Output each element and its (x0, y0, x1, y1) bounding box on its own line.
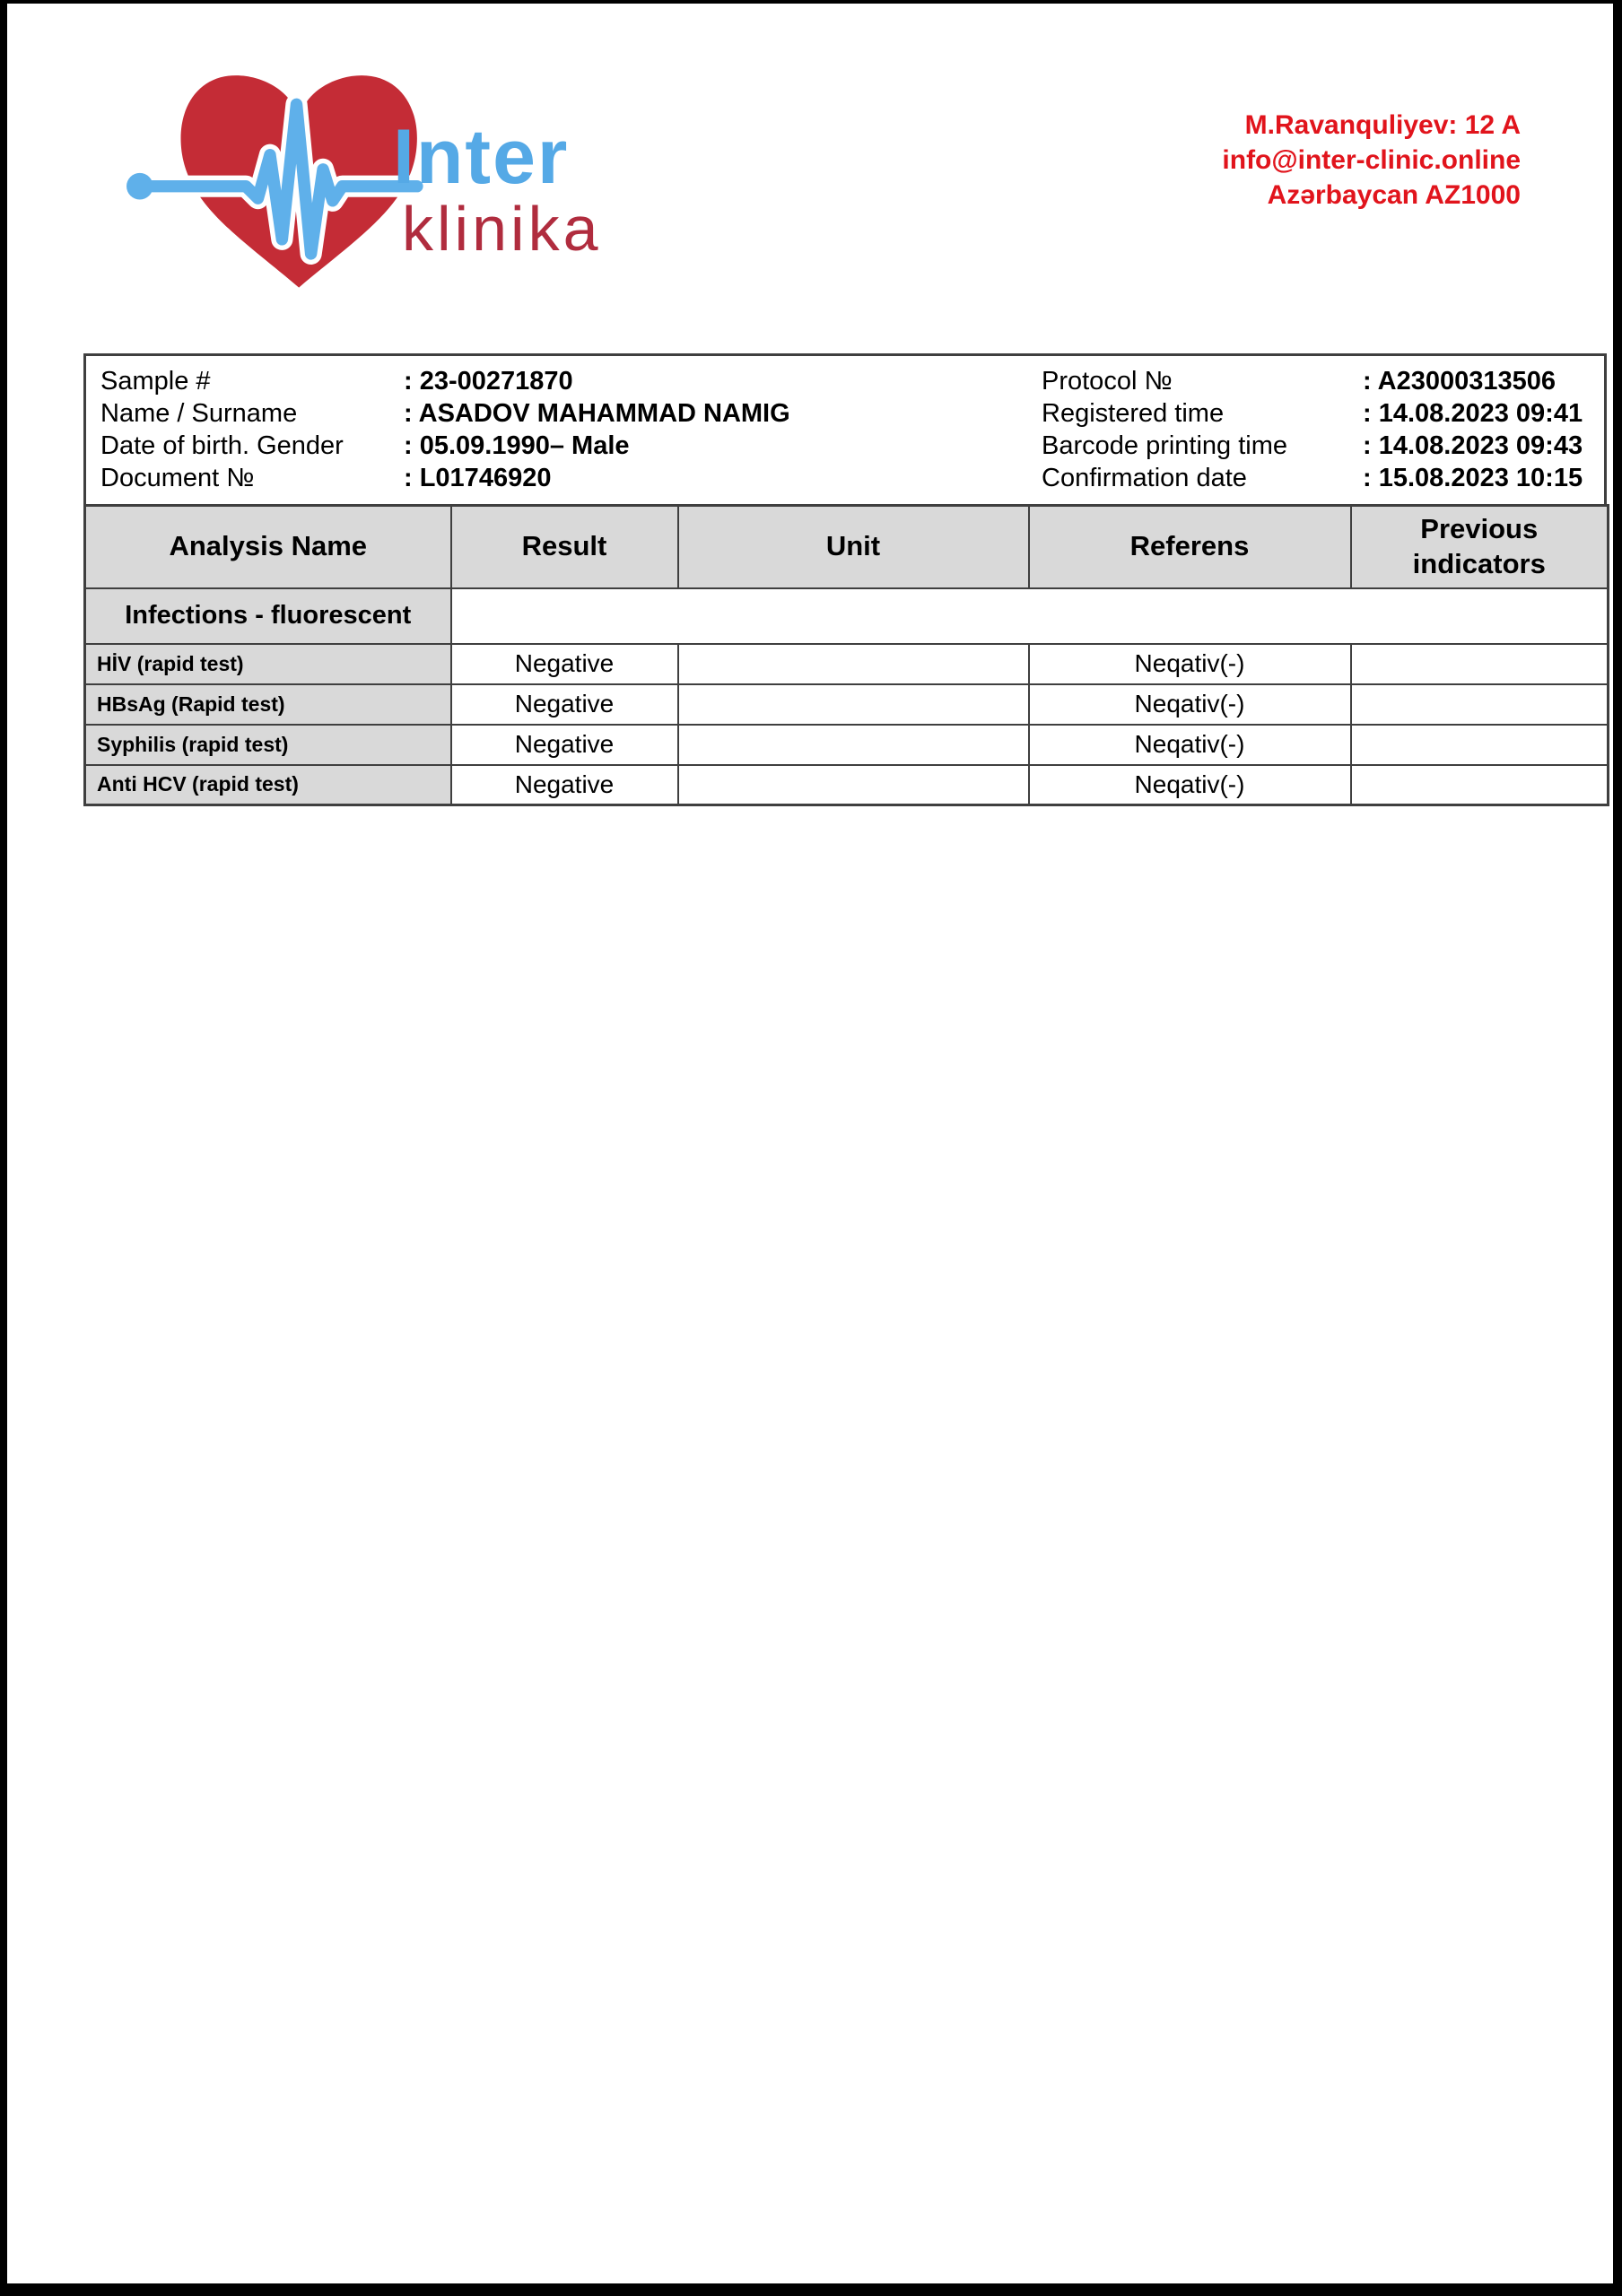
analysis-name-cell: Anti HCV (rapid test) (85, 765, 451, 805)
info-label: Name / Surname (100, 399, 298, 428)
previous-indicators-cell (1351, 644, 1609, 684)
info-value: : L01746920 (404, 464, 552, 492)
info-label: Barcode printing time (1042, 431, 1288, 460)
unit-cell (678, 765, 1029, 805)
patient-info-right (1042, 365, 1604, 491)
table-row-hiv (85, 644, 1609, 684)
clinic-country-line: Azərbaycan AZ1000 (1267, 180, 1521, 210)
info-value: : 15.08.2023 10:15 (1363, 464, 1583, 492)
ekg-dot (126, 173, 153, 200)
previous-indicators-cell (1351, 725, 1609, 765)
info-value: : 14.08.2023 09:43 (1363, 431, 1583, 460)
info-value: : ASADOV MAHAMMAD NAMIG (404, 399, 790, 428)
info-label: Document № (100, 464, 255, 492)
result-cell: Negative (451, 644, 678, 684)
info-line-document (100, 462, 1042, 494)
patient-info-box (83, 353, 1607, 504)
unit-cell (678, 725, 1029, 765)
section-spacer (451, 588, 1609, 644)
referens-cell: Neqativ(-) (1029, 725, 1351, 765)
clinic-address-line: M.Ravanquliyev: 12 A (1244, 110, 1521, 140)
clinic-email: info@inter-clinic.online (1222, 145, 1521, 175)
referens-cell: Neqativ(-) (1029, 765, 1351, 805)
column-header-analysis-name: Analysis Name (85, 506, 451, 588)
info-line-barcode (1042, 430, 1604, 462)
table-row-syphilis (85, 725, 1609, 765)
previous-indicators-cell (1351, 684, 1609, 725)
info-label: Protocol № (1042, 367, 1173, 396)
column-header-unit: Unit (678, 506, 1029, 588)
result-cell: Negative (451, 684, 678, 725)
section-title: Infections - fluorescent (85, 588, 451, 644)
info-line-confirmation (1042, 462, 1604, 494)
section-row (85, 588, 1609, 644)
analysis-name-cell: HİV (rapid test) (85, 644, 451, 684)
info-label: Registered time (1042, 399, 1225, 428)
clinic-contact-block (1222, 108, 1521, 213)
info-label: Confirmation date (1042, 464, 1247, 492)
column-header-result: Result (451, 506, 678, 588)
info-line-birth-gender (100, 430, 1042, 462)
info-label: Sample # (100, 367, 211, 396)
referens-cell: Neqativ(-) (1029, 644, 1351, 684)
result-cell: Negative (451, 725, 678, 765)
result-cell: Negative (451, 765, 678, 805)
info-value: : 23-00271870 (404, 367, 573, 396)
info-value: : 05.09.1990– Male (404, 431, 630, 460)
info-line-sample (100, 365, 1042, 397)
patient-info-left (86, 365, 1042, 491)
table-row-anti-hcv (85, 765, 1609, 805)
info-line-name (100, 397, 1042, 430)
info-line-protocol (1042, 365, 1604, 397)
previous-indicators-cell (1351, 765, 1609, 805)
unit-cell (678, 644, 1029, 684)
table-row-hbsag (85, 684, 1609, 725)
info-value: : 14.08.2023 09:41 (1363, 399, 1583, 428)
brand-name-klinika: klinika (402, 194, 602, 264)
column-header-referens: Referens (1029, 506, 1351, 588)
info-label: Date of birth. Gender (100, 431, 344, 460)
report-block (83, 353, 1607, 806)
analysis-name-cell: Syphilis (rapid test) (85, 725, 451, 765)
results-header-row (85, 506, 1609, 588)
brand-name-inter: Inter (393, 114, 570, 200)
analysis-name-cell: HBsAg (Rapid test) (85, 684, 451, 725)
clinic-brand (393, 114, 602, 264)
column-header-previous-indicators: Previous indicators (1351, 506, 1609, 588)
results-table (83, 504, 1609, 806)
unit-cell (678, 684, 1029, 725)
info-value: : A23000313506 (1363, 367, 1556, 396)
referens-cell: Neqativ(-) (1029, 684, 1351, 725)
info-line-registered (1042, 397, 1604, 430)
